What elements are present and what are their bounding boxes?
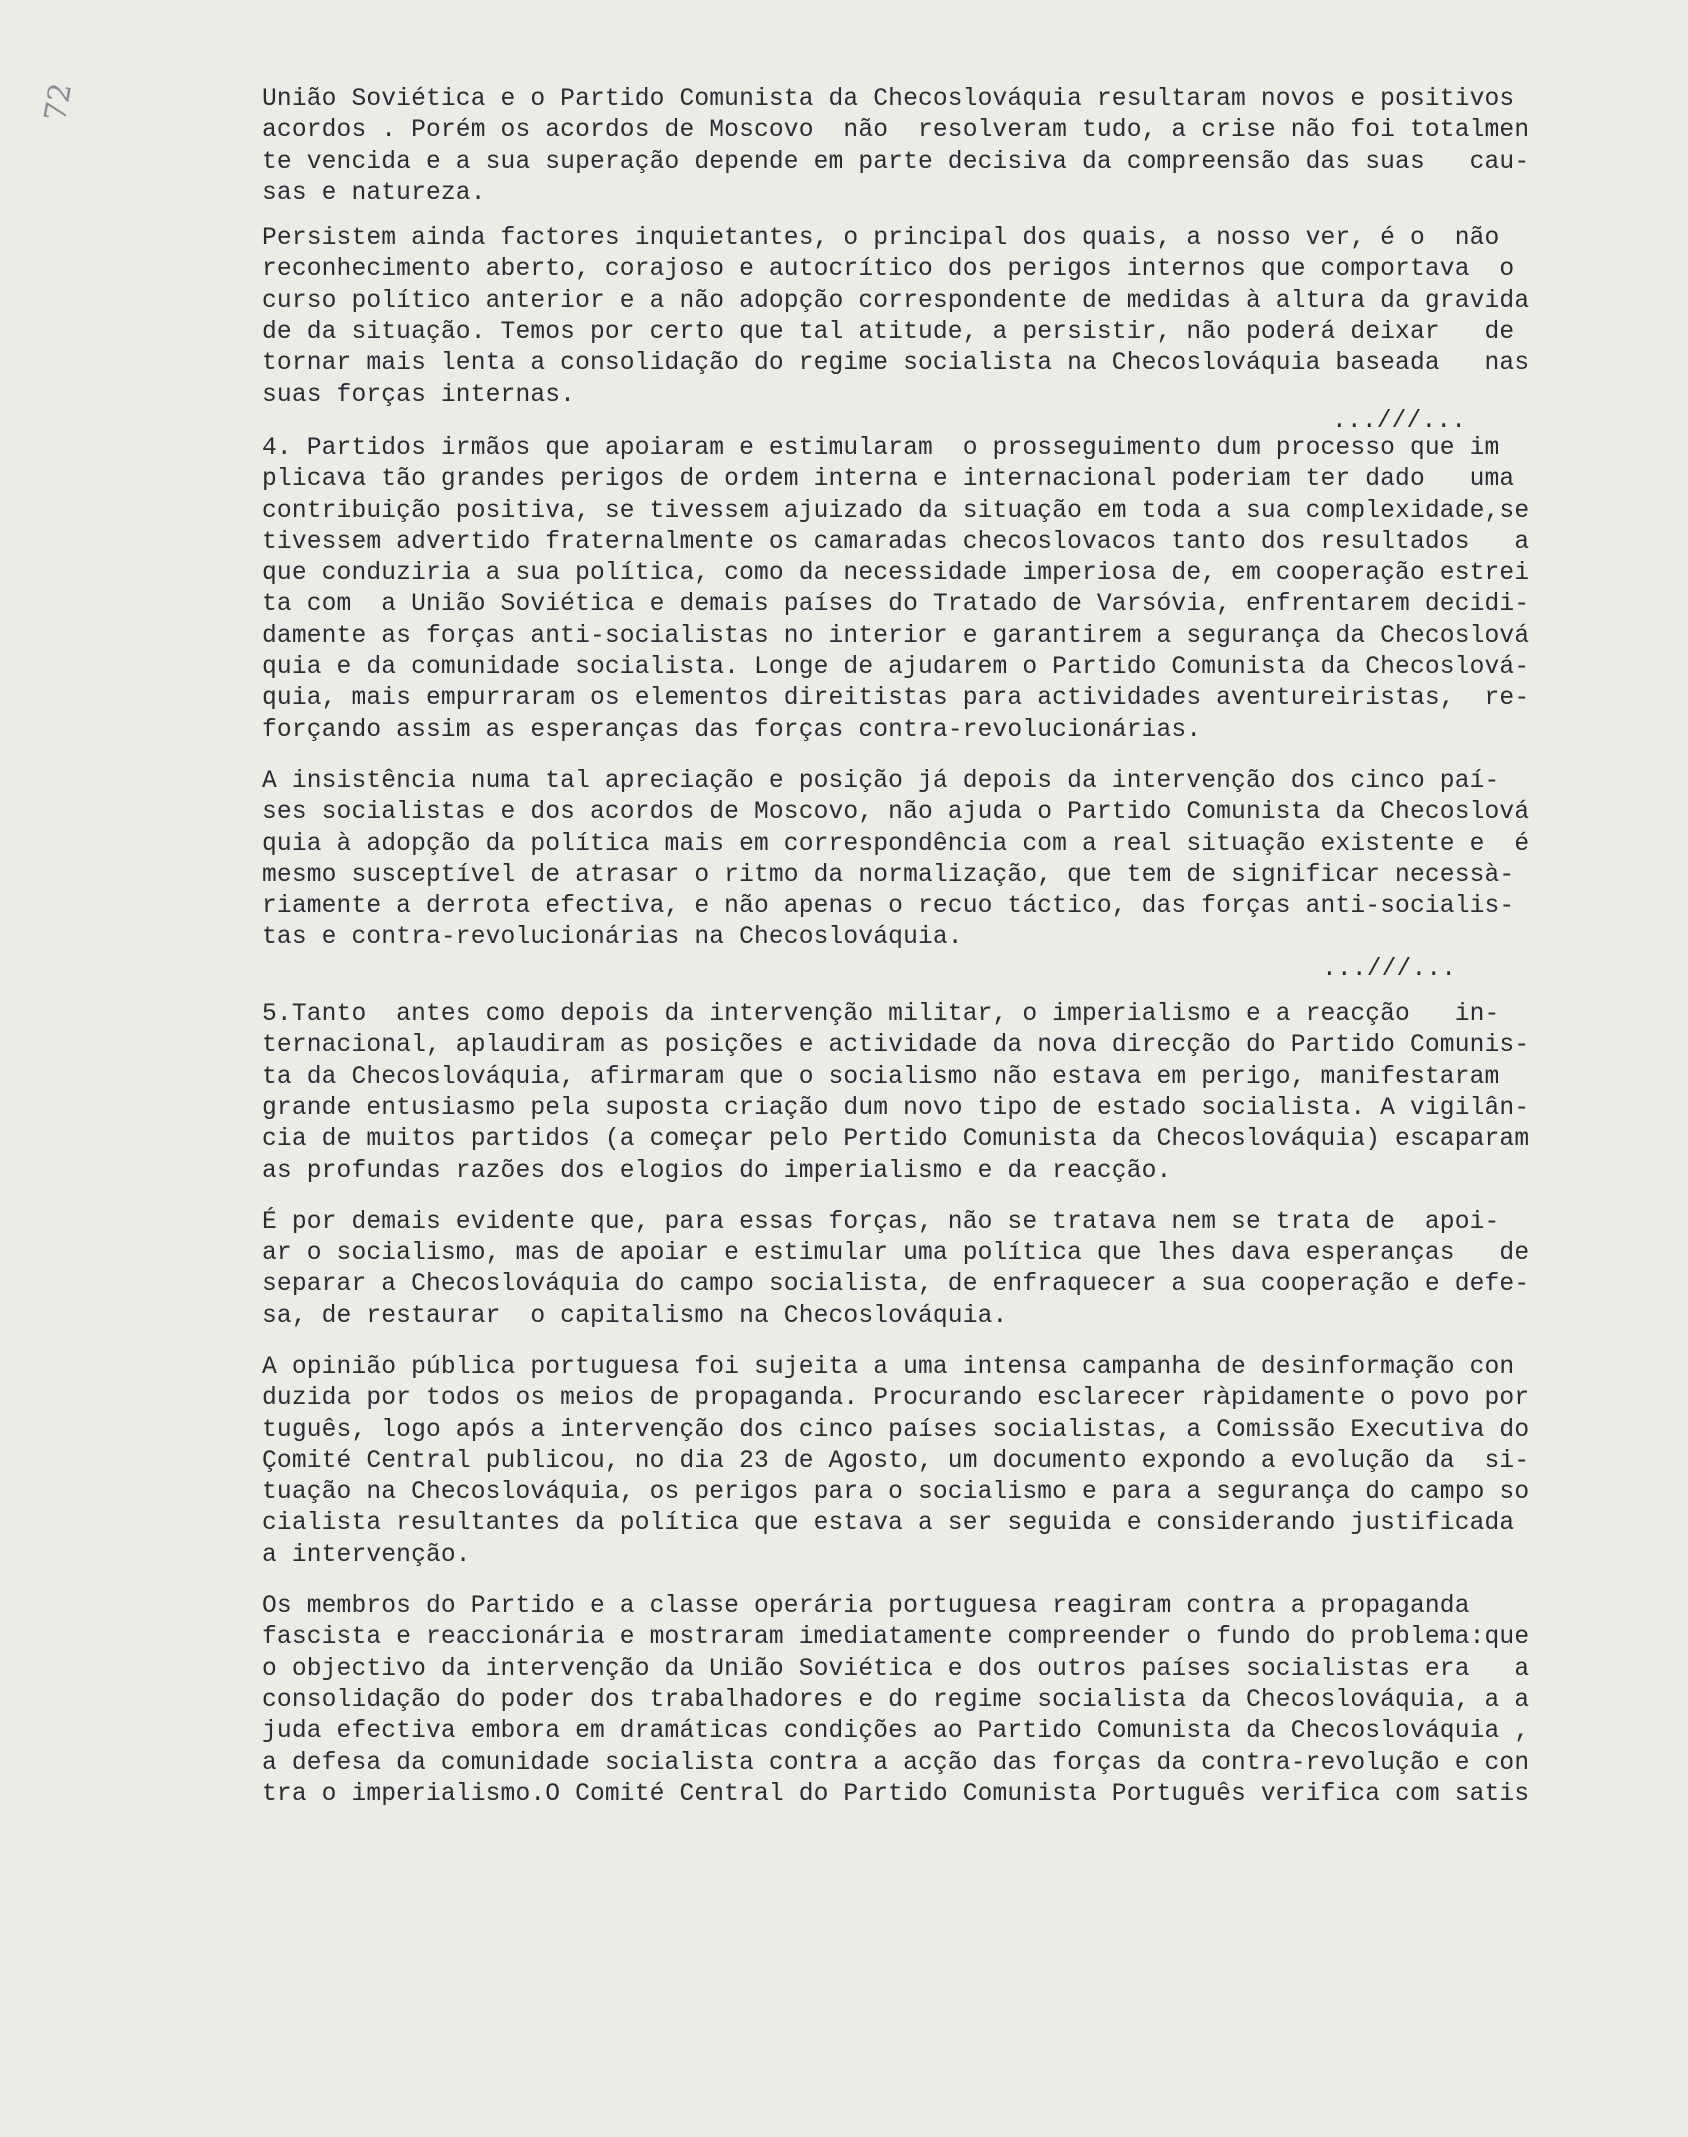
- text-line: tivessem advertido fraternalmente os camaradas checoslovacos tanto dos resultados a: [262, 528, 1530, 556]
- text-line: A insistência numa tal apreciação e posição já depois da intervenção dos cinco paí-: [262, 767, 1500, 795]
- text-line: Os membros do Partido e a classe operária portuguesa reagiram contra a propaganda: [262, 1593, 1470, 1621]
- text-line: Persistem ainda factores inquietantes, o principal dos quais, a nosso ver, é o não: [262, 225, 1500, 253]
- text-line: 5.Tanto antes como depois da intervenção militar, o imperialismo e a reacção in-: [262, 1001, 1500, 1029]
- text-line: sas e natureza.: [262, 179, 486, 207]
- text-line: cialista resultantes da política que estava a ser seguida e considerando justificada: [262, 1510, 1515, 1538]
- text-line: 4. Partidos irmãos que apoiaram e estimularam o prosseguimento dum processo que im: [262, 434, 1500, 462]
- text-line: ses socialistas e dos acordos de Moscovo, não ajuda o Partido Comunista da Checoslová: [262, 799, 1530, 827]
- text-line: Çomité Central publicou, no dia 23 de Agosto, um documento expondo a evolução da si-: [262, 1447, 1530, 1475]
- text-line: forçando assim as esperanças das forças contra-revolucionárias.: [262, 716, 1202, 744]
- text-line: tas e contra-revolucionárias na Checoslováquia.: [262, 924, 963, 952]
- text-line: tra o imperialismo.O Comité Central do Partido Comunista Português verifica com satis: [262, 1780, 1530, 1808]
- text-line: grande entusiasmo pela suposta criação dum novo tipo de estado socialista. A vigilân-: [262, 1094, 1530, 1122]
- text-line: te vencida e a sua superação depende em parte decisiva da compreensão das suas cau-: [262, 148, 1530, 176]
- text-line: tuguês, logo após a intervenção dos cinco países socialistas, a Comissão Executiva do: [262, 1416, 1530, 1444]
- text-line: duzida por todos os meios de propaganda. Procurando esclarecer ràpidamente o povo por: [262, 1385, 1530, 1413]
- typewritten-text-block: [262, 84, 1602, 1810]
- text-line: quia e da comunidade socialista. Longe de ajudarem o Partido Comunista da Checoslová-: [262, 654, 1530, 682]
- text-line: a defesa da comunidade socialista contra a acção das forças da contra-revolução e con: [262, 1749, 1530, 1777]
- text-line: riamente a derrota efectiva, e não apenas o recuo táctico, das forças anti-socialis-: [262, 893, 1515, 921]
- text-line: sa, de restaurar o capitalismo na Checoslováquia.: [262, 1302, 1008, 1330]
- section-separator: ...///...: [1332, 407, 1467, 435]
- text-line: União Soviética e o Partido Comunista da Checoslováquia resultaram novos e positivos: [262, 86, 1515, 113]
- text-line: separar a Checoslováquia do campo socialista, de enfraquecer a sua cooperação e defe-: [262, 1271, 1530, 1299]
- text-line: que conduziria a sua política, como da necessidade imperiosa de, em cooperação estrei: [262, 560, 1530, 588]
- text-line: plicava tão grandes perigos de ordem interna e internacional poderiam ter dado uma: [262, 466, 1515, 494]
- text-line: damente as forças anti-socialistas no interior e garantirem a segurança da Checoslová: [262, 622, 1530, 650]
- text-line: tuação na Checoslováquia, os perigos para o socialismo e para a segurança do campo so: [262, 1479, 1530, 1507]
- text-line: ternacional, aplaudiram as posições e actividade da nova direcção do Partido Comunis-: [262, 1032, 1530, 1060]
- text-line: o objectivo da intervenção da União Soviética e dos outros países socialistas era a: [262, 1655, 1530, 1683]
- text-line: cia de muitos partidos (a começar pelo Pertido Comunista da Checoslováquia) escaparam: [262, 1126, 1530, 1154]
- text-line: É por demais evidente que, para essas forças, não se tratava nem se trata de apoi-: [262, 1208, 1500, 1236]
- text-line: curso político anterior e a não adopção correspondente de medidas à altura da gravida: [262, 287, 1530, 315]
- text-line: acordos . Porém os acordos de Moscovo não resolveram tudo, a crise não foi totalmen: [262, 117, 1530, 145]
- margin-handwritten-mark: 72: [38, 80, 80, 125]
- text-line: quia à adopção da política mais em correspondência com a real situação existente e é: [262, 830, 1530, 858]
- text-line: a intervenção.: [262, 1541, 471, 1569]
- text-line: tornar mais lenta a consolidação do regime socialista na Checoslováquia baseada nas: [262, 350, 1530, 378]
- text-line: contribuição positiva, se tivessem ajuizado da situação em toda a sua complexidade,se: [262, 497, 1530, 525]
- section-separator: ...///...: [1322, 955, 1457, 983]
- text-line: A opinião pública portuguesa foi sujeita a uma intensa campanha de desinformação con: [262, 1353, 1515, 1381]
- text-line: consolidação do poder dos trabalhadores e do regime socialista da Checoslováquia, a a: [262, 1686, 1530, 1714]
- text-line: mesmo susceptível de atrasar o ritmo da normalização, que tem de significar necessà-: [262, 861, 1515, 889]
- text-line: quia, mais empurraram os elementos direitistas para actividades aventureiristas, re-: [262, 685, 1530, 713]
- text-line: ta da Checoslováquia, afirmaram que o socialismo não estava em perigo, manifestaram: [262, 1063, 1500, 1091]
- text-line: suas forças internas.: [262, 381, 576, 409]
- text-line: juda efectiva embora em dramáticas condições ao Partido Comunista da Checoslováquia ,: [262, 1718, 1530, 1746]
- text-line: fascista e reaccionária e mostraram imediatamente compreender o fundo do problema:que: [262, 1624, 1530, 1652]
- text-line: ar o socialismo, mas de apoiar e estimular uma política que lhes dava esperanças de: [262, 1240, 1530, 1268]
- text-line: ta com a União Soviética e demais países do Tratado de Varsóvia, enfrentarem decidi-: [262, 591, 1530, 619]
- text-line: de da situação. Temos por certo que tal atitude, a persistir, não poderá deixar de: [262, 319, 1515, 347]
- text-line: as profundas razões dos elogios do imperialismo e da reacção.: [262, 1157, 1172, 1185]
- text-line: reconhecimento aberto, corajoso e autocrítico dos perigos internos que comportava o: [262, 256, 1515, 284]
